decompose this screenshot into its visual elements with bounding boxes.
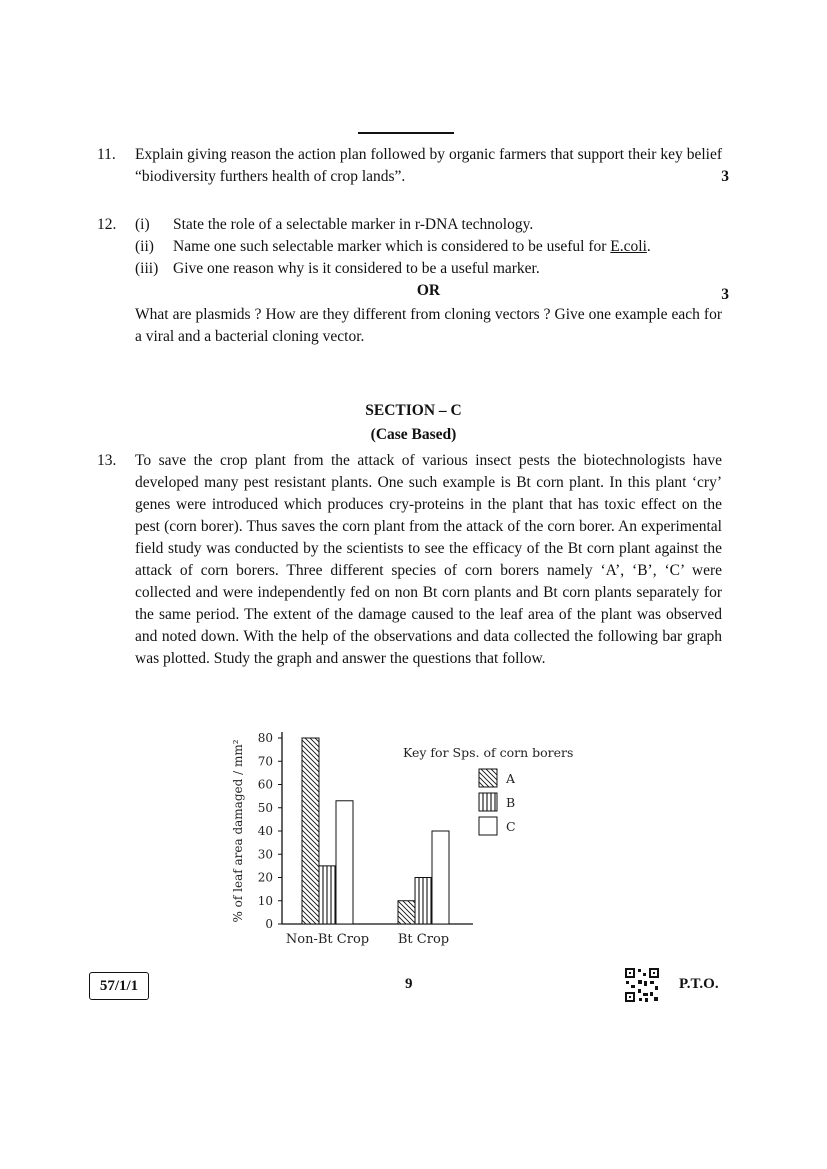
- y-tick-label: 0: [265, 917, 273, 931]
- y-axis-label: % of leaf area damaged / mm²: [231, 739, 245, 923]
- section-subtitle: (Case Based): [370, 426, 457, 443]
- top-rule: [358, 132, 454, 134]
- y-tick-label: 30: [257, 847, 273, 862]
- or-divider: OR: [416, 282, 441, 299]
- subpart-text: State the role of a selectable marker in r-DNA technology.: [173, 216, 534, 233]
- question-text: Explain giving reason the action plan followed by organic farmers that support their key belief “biodiversity furthers health of crop lands”.: [135, 146, 722, 185]
- subpart-label: (i): [135, 216, 150, 233]
- legend-label: B: [506, 795, 516, 810]
- question-number: 13.: [97, 452, 117, 469]
- bar-A-non-bt: [302, 738, 319, 924]
- bar-C-non-bt: [336, 801, 353, 924]
- subpart-iii: [135, 258, 722, 280]
- subpart-ii: [135, 236, 722, 258]
- marks: 3: [721, 286, 729, 303]
- y-tick-label: 20: [257, 870, 273, 885]
- bar-A-bt: [398, 901, 415, 924]
- y-tick-label: 80: [257, 731, 273, 745]
- question-text: To save the crop plant from the attack of various insect pests the biotechnologists have developed many pest resistant plants. One such example is Bt corn plant. In this plant ‘cry’ genes were introduced which produces cry-proteins in the plant that has toxic effect on the pest (corn borer). Thus saves the corn plant from the attack of the corn borer. An experimental field study was conducted by the scientists to see the efficacy of the Bt corn plant against the attack of corn borers. Three different species of corn borers namely ‘A’, ‘B’, ‘C’ were collected and were independently fed on non Bt corn plants and Bt corn plants separately for the same period. The extent of the damage caused to the leaf area of the plant was observed and noted down. With the help of the observations and data collected the following bar graph was plotted. Study the graph and answer the questions that follow.: [135, 452, 722, 667]
- bar-chart: [225, 728, 605, 953]
- subpart-text: Give one reason why is it considered to be a useful marker.: [173, 260, 540, 277]
- question-12: [97, 214, 729, 348]
- question-13: [97, 450, 722, 670]
- legend-swatch: [479, 817, 497, 835]
- y-tick-label: 50: [257, 800, 273, 815]
- qr-code-icon: [624, 967, 660, 1003]
- y-tick-label: 40: [257, 824, 273, 838]
- section-title: SECTION – C: [365, 402, 462, 419]
- category-label: Bt Crop: [397, 932, 450, 947]
- page-number: 9: [405, 976, 413, 992]
- question-number: 12.: [97, 216, 117, 233]
- y-tick-label: 10: [257, 893, 273, 908]
- subpart-i: [135, 214, 722, 236]
- legend-label: A: [506, 771, 516, 786]
- bar-C-bt: [432, 831, 449, 924]
- legend-title: Key for Sps. of corn borers: [403, 745, 574, 760]
- y-tick-label: 60: [257, 777, 273, 792]
- y-tick-label: 70: [257, 754, 273, 769]
- legend-label: C: [506, 819, 516, 834]
- category-label: Non-Bt Crop: [285, 932, 370, 947]
- paper-code: 57/1/1: [89, 972, 149, 1000]
- organism-name: E.coli: [610, 238, 647, 255]
- marks: 3: [721, 168, 729, 185]
- legend-swatch: [479, 769, 497, 787]
- subpart-text: Name one such selectable marker which is considered to be useful for: [173, 238, 607, 255]
- bar-B-bt: [415, 878, 432, 925]
- question-number: 11.: [97, 146, 116, 163]
- question-11: [97, 144, 729, 188]
- legend-swatch: [479, 793, 497, 811]
- punctuation: .: [646, 238, 651, 255]
- subpart-label: (ii): [135, 238, 154, 255]
- subpart-label: (iii): [135, 260, 159, 277]
- bar-B-non-bt: [319, 866, 336, 924]
- please-turn-over: P.T.O.: [679, 976, 719, 992]
- alternative-question: What are plasmids ? How are they different from cloning vectors ? Give one example each for a viral and a bacterial cloning vector.: [135, 306, 722, 345]
